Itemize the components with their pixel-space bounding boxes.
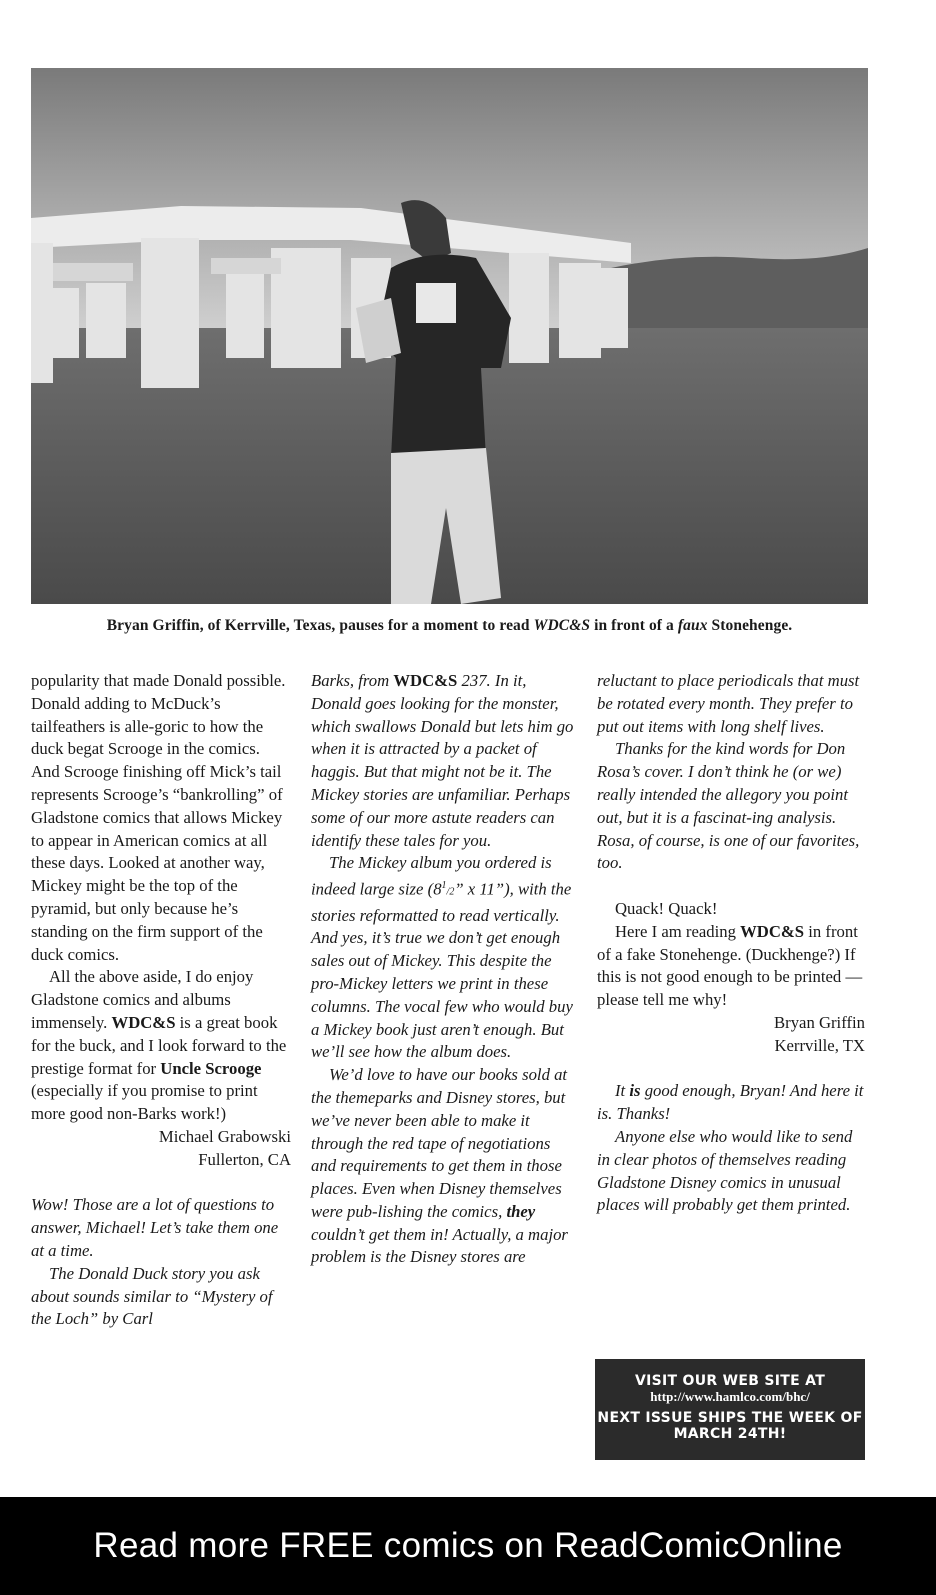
emphasis-bold: is: [629, 1081, 641, 1101]
letter-text: is a great book for the buck, and I look forward to the prestige format for: [31, 1012, 287, 1078]
reply-paragraph: Wow! Those are a lot of questions to answer, Michael! Let’s take them one at a time.: [31, 1195, 279, 1260]
letter-column-1: [31, 670, 291, 1331]
signature-name: Michael Grabowski: [158, 1126, 291, 1146]
title-bold: WDC&S: [111, 1012, 176, 1032]
website-heading: VISIT OUR WEB SITE AT: [634, 1373, 826, 1389]
stonehenge-photo: [31, 68, 868, 604]
reply-paragraph: [311, 1064, 576, 1269]
letter-paragraph: [31, 966, 291, 1126]
caption-text: in front of a: [590, 617, 678, 634]
next-issue-notice: NEXT ISSUE SHIPS THE WEEK OF MARCH 24TH!: [597, 1410, 863, 1442]
letter-column-2: [311, 670, 576, 1269]
reply-text: ” x 11”), with the stories reformatted to read vertically. And yes, it’s true we don’t get enough sales out of Mickey. This despite the pro-Mickey letters we print in these columns. The vocal few who would buy a Mickey book just aren’t enough. But we’ll see how the album does.: [311, 879, 573, 1062]
caption-text: Bryan Griffin, of Kerrville, Texas, pauses for a moment to read: [106, 617, 534, 634]
letter-text: in front of a fake Stonehenge. (Duckhenge?) If this is not good enough to be printed — please tell me why!: [597, 921, 863, 1010]
emphasis-bold: they: [506, 1201, 536, 1221]
reply-text: The Mickey album you ordered is indeed large size (8: [311, 853, 552, 899]
letter-paragraph: Quack! Quack!: [615, 898, 718, 918]
website-url[interactable]: http://www.hamlco.com/bhc/: [650, 1389, 810, 1404]
reply-text: Barks, from: [311, 671, 394, 690]
letter-text: Here I am reading: [615, 921, 741, 941]
letter-paragraph: popularity that made Donald possible. Donald adding to McDuck’s tailfeathers is alle-goric to how the duck begat Scrooge in the comics. And Scrooge finishing off Mick’s tail represents Scrooge’s “bankrolling” of Gladstone comics that allows Mickey to appear in American comics at all these days. Looked at another way, Mickey might be the top of the pyramid, but only because he’s standing on the firm support of the duck comics.: [31, 671, 286, 964]
fraction-numerator: 1: [441, 880, 447, 892]
signature-place: Kerrville, TX: [774, 1035, 865, 1055]
reply-text: good enough, Bryan! And here it is. Thanks!: [597, 1081, 864, 1124]
spacer: [31, 1172, 291, 1195]
spacer: [597, 875, 865, 898]
reply-paragraph: [311, 852, 576, 1064]
reply-paragraph: [597, 1080, 865, 1126]
letter-paragraph: [597, 921, 865, 1012]
reply-paragraph: [311, 670, 576, 852]
title-bold: Uncle Scrooge: [160, 1058, 262, 1078]
photo-caption: [31, 617, 868, 635]
reply-paragraph: Anyone else who would like to send in clear photos of themselves reading Gladstone Disney comics in unusual places will probably get them printed.: [597, 1126, 853, 1215]
reply-paragraph: Thanks for the kind words for Don Rosa’s cover. I don’t think he (or we) really intended the allegory you point out, but it is a fascinat-ing analysis. Rosa, of course, is one of our favorites, too.: [597, 739, 860, 873]
letter-text: All the above aside, I do enjoy Gladstone comics and albums immensely.: [31, 967, 254, 1032]
caption-title: WDC&S: [533, 617, 591, 634]
reply-text: It: [615, 1081, 630, 1101]
signature-place: Fullerton, CA: [198, 1149, 291, 1169]
spacer: [597, 1058, 865, 1081]
signature-name: Bryan Griffin: [774, 1012, 865, 1032]
title-bold: WDC&S: [740, 921, 805, 941]
website-notice-box: [595, 1359, 865, 1460]
reply-text: couldn’t get them in! Actually, a major problem is the Disney stores are: [311, 1224, 568, 1267]
reply-paragraph: reluctant to place periodicals that must be rotated every month. They prefer to put out items with long shelf lives.: [597, 671, 860, 736]
letter-column-3: [597, 670, 865, 1217]
promo-banner[interactable]: Read more FREE comics on ReadComicOnline: [0, 1497, 936, 1595]
letter-text: (especially if you promise to print more good non-Barks work!): [31, 1081, 258, 1124]
photo-illustration: [31, 68, 868, 604]
caption-faux: faux: [677, 617, 708, 634]
reply-paragraph: The Donald Duck story you ask about sounds similar to “Mystery of the Loch” by Carl: [31, 1263, 273, 1329]
caption-text: Stonehenge.: [707, 617, 793, 634]
title-bold: WDC&S: [393, 671, 458, 690]
reply-text: 237. In it, Donald goes looking for the monster, which swallows Donald but lets him go when it is attracted by a packet of haggis. But that might not be it. The Mickey stories are unfamiliar. Perhaps some of our more astute readers can identify these tales for you.: [311, 671, 574, 850]
fraction-denominator: /2: [446, 886, 455, 898]
reply-text: We’d love to have our books sold at the themeparks and Disney stores, but we’ve never been able to make it through the red tape of negotiations and requirements to get them in those places. Even when Disney themselves were pub-lishing the comics,: [311, 1065, 568, 1221]
